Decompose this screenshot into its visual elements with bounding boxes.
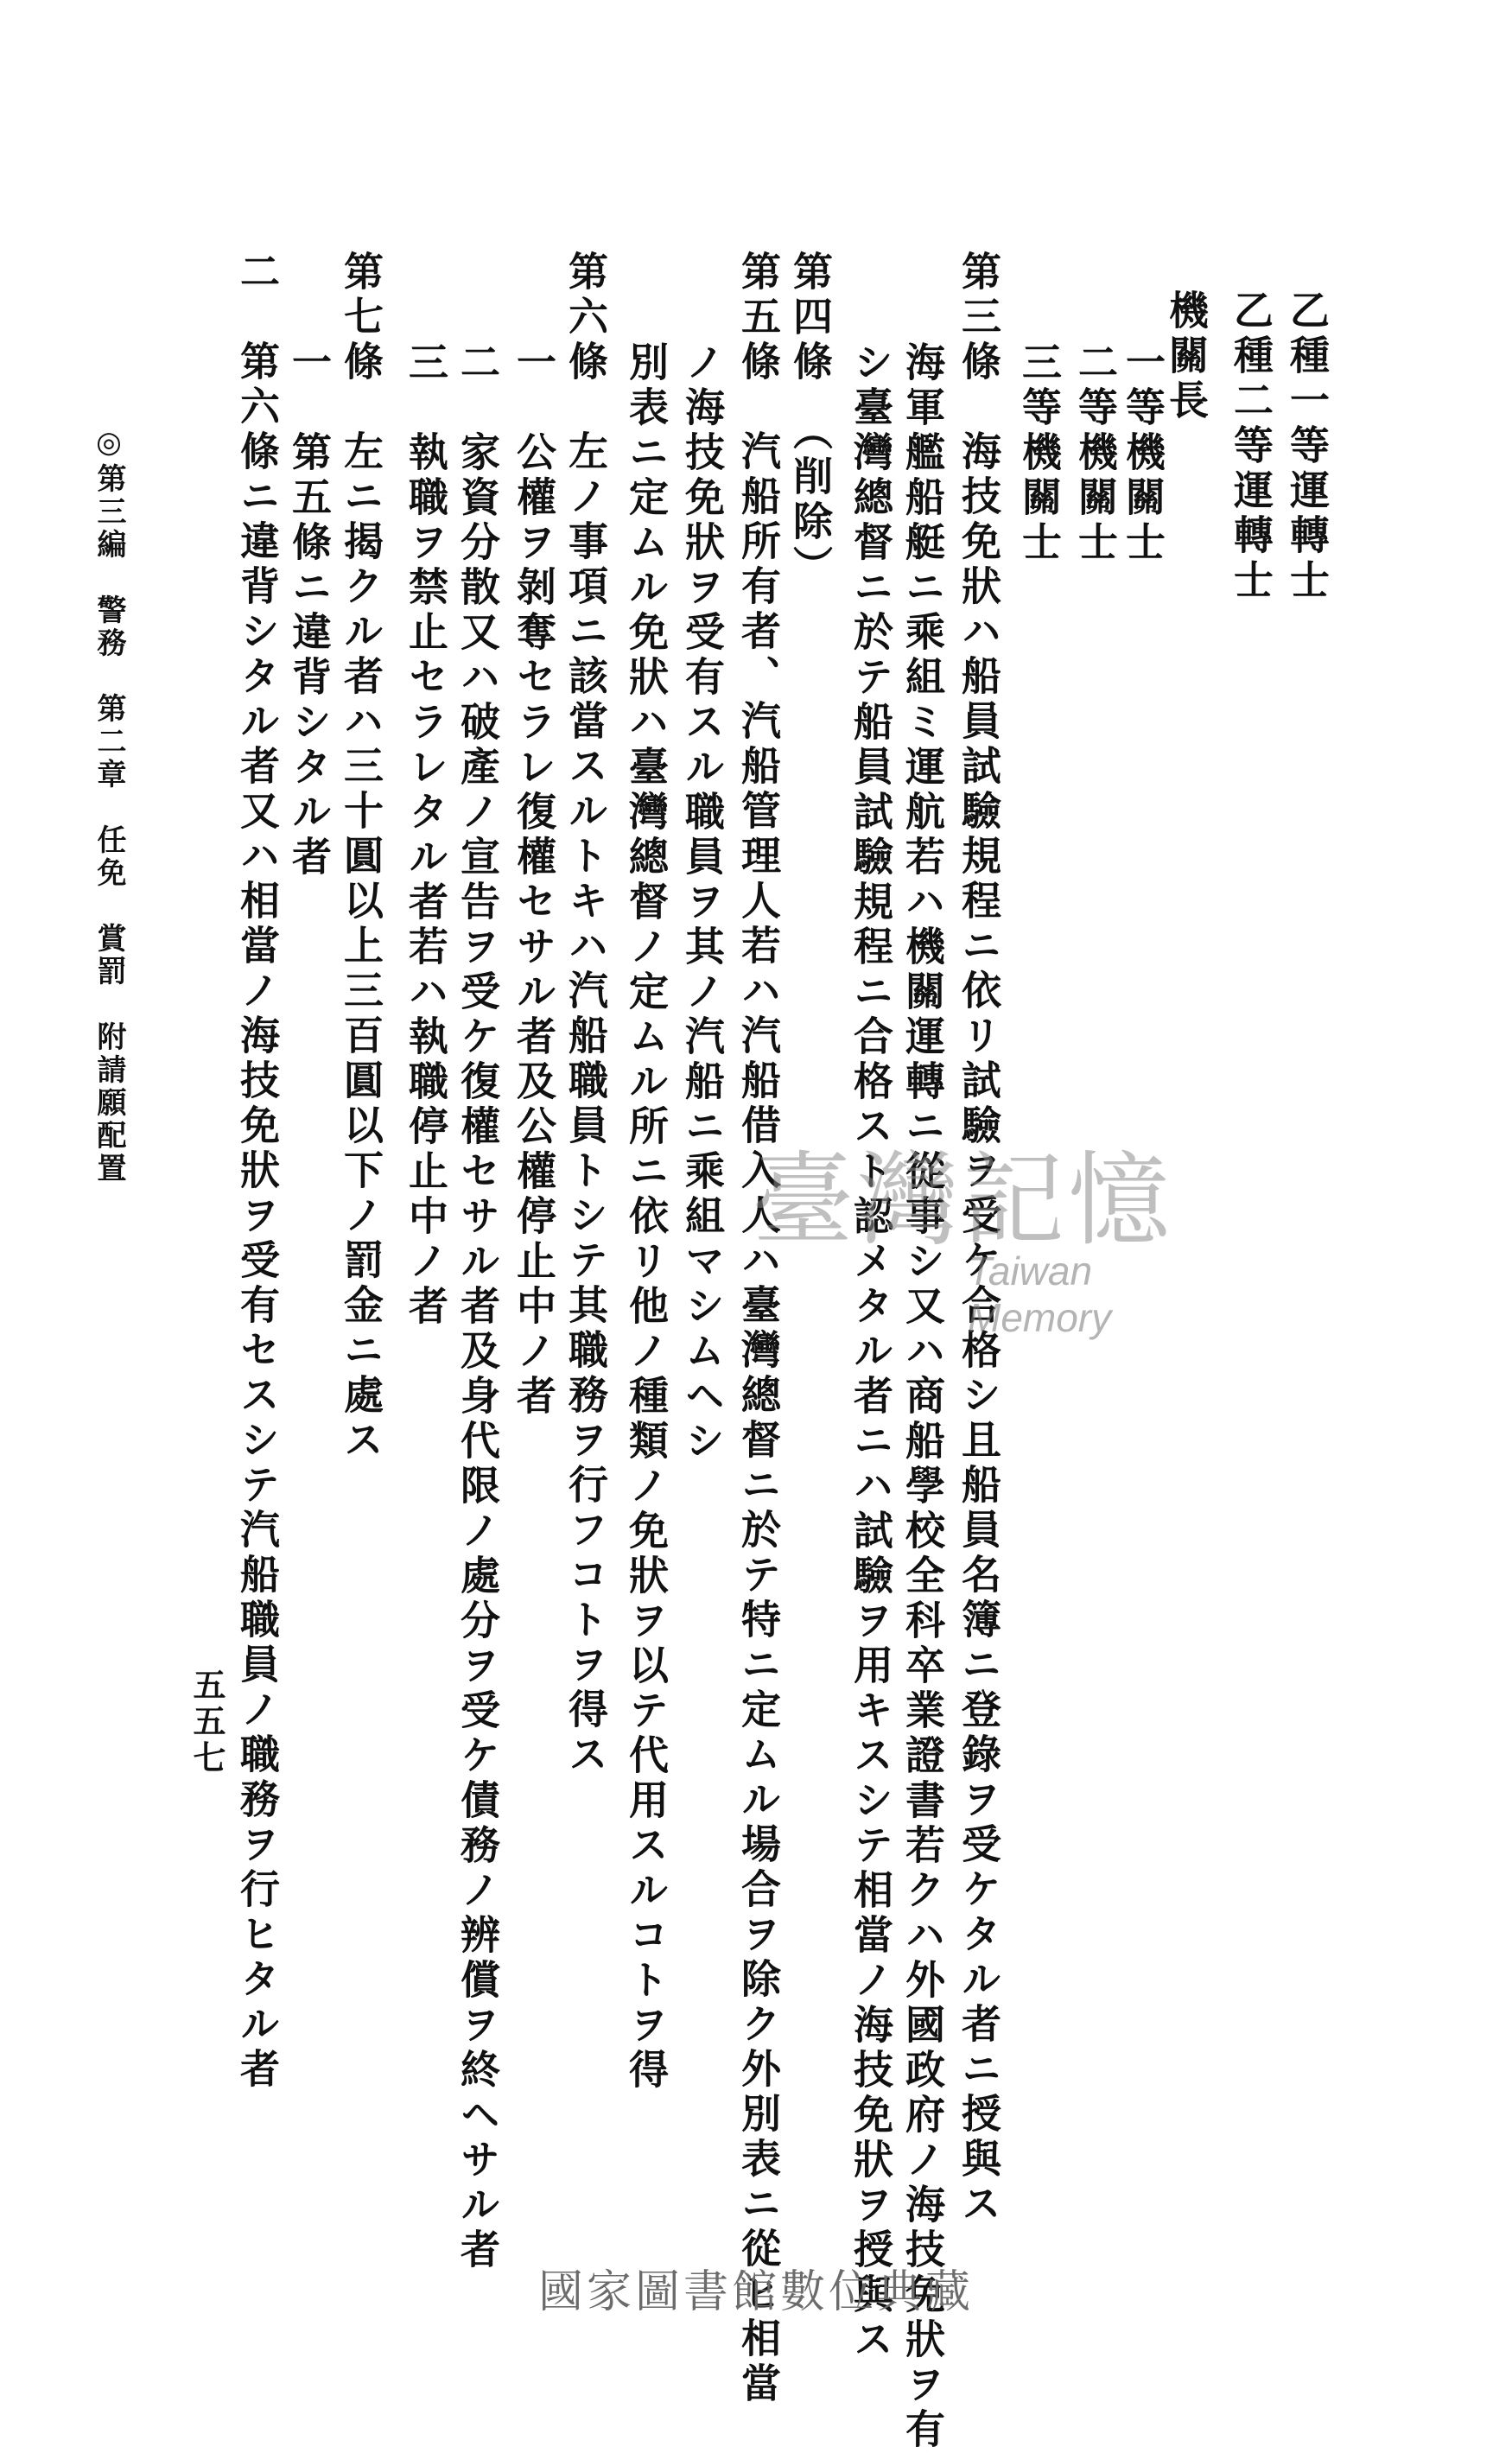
text-column-3: 機關長 <box>1163 289 1210 424</box>
text-column-17: 三 執職ヲ禁止セラレタル者若ハ執職停止中ノ者 <box>403 341 449 1330</box>
text-column-7: 第三條 海技免狀ハ船員試驗規程ニ依リ試驗ヲ受ケ合格シ且船員名簿ニ登錄ヲ受ケタル者ニ授與ス <box>956 251 1002 2227</box>
text-column-4: 一等機關士 <box>1120 341 1166 566</box>
text-column-10: 第四條 （削除） <box>787 251 834 590</box>
page-number: 五五七 <box>187 1668 226 1776</box>
text-column-5: 二等機關士 <box>1072 341 1119 566</box>
text-column-20: 二 第六條ニ違背シタル者又ハ相當ノ海技免狀ヲ受有セスシテ汽船職員ノ職務ヲ行ヒタル者 <box>234 251 281 2093</box>
text-column-9: シ臺灣總督ニ於テ船員試驗規程ニ合格スト認メタル者ニハ試驗ヲ用キスシテ相當ノ海技免狀ヲ授與ス <box>848 341 894 2363</box>
text-column-1: 乙種一等運轉士 <box>1284 289 1331 604</box>
watermark-logo-text: 臺灣記憶 <box>752 1141 1174 1260</box>
text-column-16: 二 家資分散又ハ破產ノ宣告ヲ受ケ復權セサル者及身代限ノ處分ヲ受ケ債務ノ辨償ヲ終ヘサル者 <box>454 341 501 2273</box>
text-column-11: 第五條 汽船所有者、汽船管理人若ハ汽船借入人ハ臺灣總督ニ於テ特ニ定ムル場合ヲ除ク外別表ニ從ヒ相當 <box>735 251 782 2407</box>
text-column-18: 第七條 左ニ揭クル者ハ三十圓以上三百圓以下ノ罰金ニ處ス <box>338 251 384 1464</box>
running-head: ◎第三編 警務 第二章 任免 賞罰 附請願配置 <box>92 425 126 1185</box>
text-column-2: 乙種二等運轉士 <box>1228 289 1274 604</box>
text-column-6: 三等機關士 <box>1016 341 1063 566</box>
text-column-12: ノ海技免狀ヲ受有スル職員ヲ其ノ汽船ニ乘組マシムヘシ <box>679 341 726 1465</box>
footer-attribution: 國家圖書館數位典藏 <box>537 2266 974 2318</box>
text-column-15: 一 公權ヲ剝奪セラレ復權セサル者及公權停止中ノ者 <box>511 341 557 1420</box>
text-column-13: 別表ニ定ムル免狀ハ臺灣總督ノ定ムル所ニ依リ他ノ種類ノ免狀ヲ以テ代用スルコトヲ得 <box>623 341 670 2094</box>
watermark-logo-subtitle: Taiwan Memory <box>968 1249 1112 1340</box>
watermark <box>752 1141 1236 1348</box>
text-column-8: 海軍艦船艇ニ乘組ミ運航若ハ機關運轉ニ從事シ又ハ商船學校全科卒業證書若クハ外國政府ノ海技免狀ヲ有 <box>899 341 946 2453</box>
text-column-14: 第六條 左ノ事項ニ該當スルトキハ汽船職員トシテ其職務ヲ行フコトヲ得ス <box>562 251 609 1778</box>
text-column-19: 一 第五條ニ違背シタル者 <box>286 341 333 880</box>
